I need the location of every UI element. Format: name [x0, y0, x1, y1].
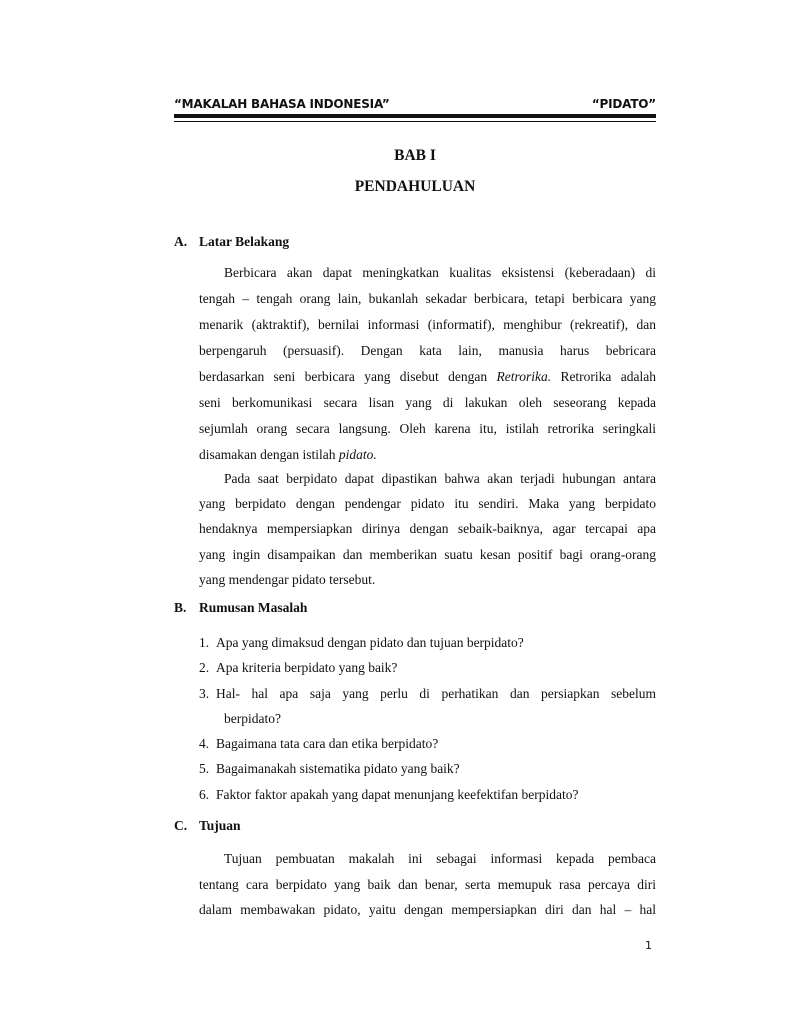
list-item: [199, 634, 524, 651]
list-item: [199, 685, 656, 702]
list-text: Bagaimanakah sistematika pidato yang baik?: [216, 761, 460, 776]
header-topic: “PIDATO”: [591, 97, 656, 111]
italic-term: Retrorika.: [496, 369, 552, 384]
paragraph-line: hendaknya mempersiapkan dirinya dengan sebaik-baiknya, agar tercapai apa: [199, 521, 656, 536]
paragraph-line: Tujuan pembuatan makalah ini sebagai informasi kepada pembaca: [224, 851, 656, 866]
list-text: Apa yang dimaksud dengan pidato dan tujuan berpidato?: [216, 635, 524, 650]
section-title: Rumusan Masalah: [199, 600, 308, 615]
paragraph-line: sejumlah orang secara langsung. Oleh karena itu, istilah retrorika seringkali: [199, 421, 656, 436]
list-text: Bagaimana tata cara dan etika berpidato?: [216, 736, 439, 751]
list-number: 3.: [199, 686, 210, 701]
section-letter: B.: [174, 600, 187, 615]
text-run: berdasarkan seni berbicara yang disebut dengan: [199, 369, 497, 384]
list-number: 2.: [199, 660, 210, 675]
paragraph-line: Berbicara akan dapat meningkatkan kualitas eksistensi (keberadaan) di: [224, 265, 656, 280]
list-text-continuation: berpidato?: [224, 711, 281, 726]
header-rule-thin: [174, 121, 656, 122]
chapter-number: BAB I: [394, 147, 436, 164]
paragraph-line: seni berkomunikasi secara lisan yang di lakukan oleh seseorang kepada: [199, 395, 656, 410]
page-number: 1: [645, 939, 652, 952]
paragraph-line: dalam membawakan pidato, yaitu dengan mempersiapkan diri dan hal – hal: [199, 902, 656, 917]
list-item: [199, 786, 578, 803]
section-heading-b: [174, 600, 307, 616]
list-item: [199, 760, 460, 777]
paragraph-line: tengah – tengah orang lain, bukanlah sekadar berbicara, tetapi berbicara yang: [199, 291, 656, 306]
paragraph-line: yang ingin disampaikan dan memberikan suatu kesan positif bagi orang-orang: [199, 547, 656, 562]
paragraph-line: [199, 368, 656, 385]
text-run: disamakan dengan istilah: [199, 447, 339, 462]
paragraph-line: tentang cara berpidato yang baik dan benar, serta memupuk rasa percaya diri: [199, 877, 656, 892]
paragraph-line: yang mendengar pidato tersebut.: [199, 572, 376, 587]
paragraph-line: berpengaruh (persuasif). Dengan kata lain, manusia harus bebricara: [199, 343, 656, 358]
list-text: Apa kriteria berpidato yang baik?: [216, 660, 398, 675]
paragraph-line: menarik (aktraktif), bernilai informasi (informatif), menghibur (rekreatif), dan: [199, 317, 656, 332]
chapter-title: PENDAHULUAN: [354, 178, 476, 195]
italic-term: pidato.: [338, 447, 377, 462]
paragraph-line: yang berpidato dengan pendengar pidato itu sendiri. Maka yang berpidato: [199, 496, 656, 511]
paragraph-line: [199, 446, 656, 463]
list-number: 4.: [199, 736, 210, 751]
list-number: 6.: [199, 787, 210, 802]
text-run: Retrorika adalah: [551, 369, 656, 384]
list-number: 1.: [199, 635, 210, 650]
section-title: Latar Belakang: [199, 234, 290, 249]
section-heading-a: [174, 234, 289, 250]
list-item: [199, 659, 397, 676]
section-title: Tujuan: [199, 818, 241, 833]
header-document-title: “MAKALAH BAHASA INDONESIA”: [174, 97, 390, 111]
section-letter: A.: [174, 234, 188, 249]
section-heading-c: [174, 818, 241, 834]
list-text: Hal- hal apa saja yang perlu di perhatikan dan persiapkan sebelum: [216, 686, 656, 701]
list-text: Faktor faktor apakah yang dapat menunjang keefektifan berpidato?: [216, 787, 579, 802]
list-number: 5.: [199, 761, 210, 776]
header-rule-thick: [174, 114, 656, 118]
running-header: [174, 97, 656, 115]
paragraph-line: Pada saat berpidato dapat dipastikan bahwa akan terjadi hubungan antara: [224, 471, 656, 486]
list-item: [199, 735, 438, 752]
section-letter: C.: [174, 818, 188, 833]
